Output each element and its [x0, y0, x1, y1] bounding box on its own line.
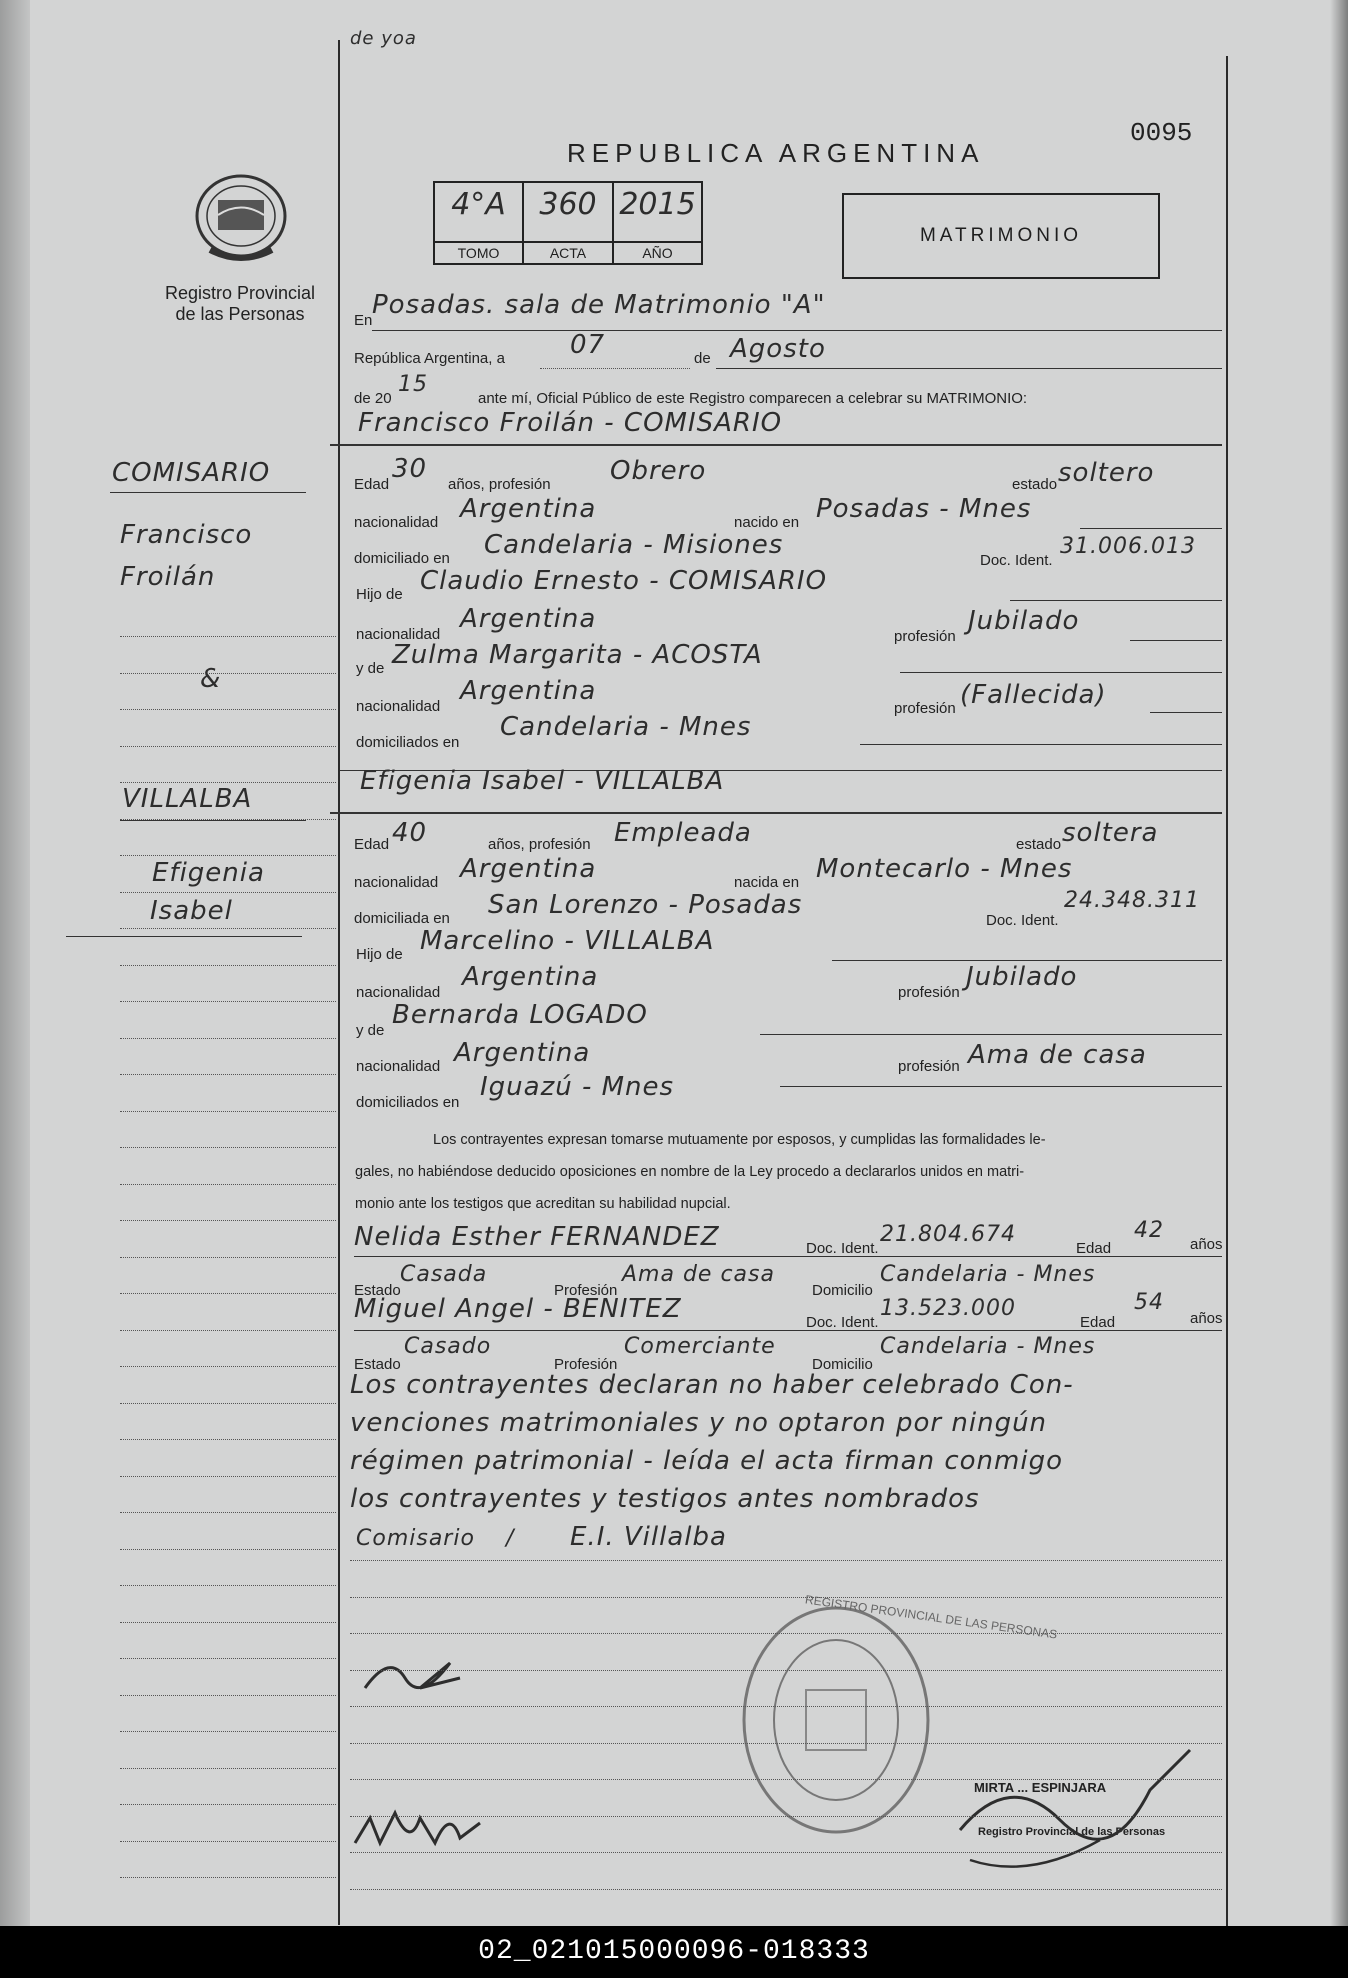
margin-rule-line	[120, 1111, 336, 1112]
margin-rule-line	[120, 1768, 336, 1769]
c1-padre-nac-label: nacionalidad	[356, 626, 441, 643]
margin-rule-line	[120, 1147, 336, 1148]
c2-madre: Bernarda LOGADO	[392, 1000, 648, 1030]
declaration-text	[355, 1124, 1225, 1220]
t2-doc-label: Doc. Ident.	[806, 1314, 879, 1331]
margin-rule-line	[120, 1038, 336, 1039]
c1-padre-prof: Jubilado	[968, 606, 1080, 636]
margin-given-2-line-2: Isabel	[150, 896, 233, 926]
c2-madre-nac: Argentina	[454, 1038, 591, 1068]
t1-domicilio: Candelaria - Mnes	[880, 1262, 1096, 1287]
de-label: de	[694, 350, 711, 367]
t1-profesion-label: Profesión	[554, 1282, 618, 1299]
organization-name	[140, 283, 340, 325]
org-line-1: Registro Provincial	[164, 283, 316, 303]
anio-label: AÑO	[642, 245, 673, 261]
official-signature	[350, 1798, 500, 1858]
c2-profesion: Empleada	[614, 818, 752, 848]
margin-rule-line	[120, 1001, 336, 1002]
margin-rule-line	[120, 1366, 336, 1367]
contrayente1-name: Francisco Froilán - COMISARIO	[358, 408, 783, 438]
c2-nac-label: nacionalidad	[354, 874, 439, 891]
registrar-signature	[950, 1730, 1200, 1880]
t1-profesion: Ama de casa	[622, 1262, 775, 1287]
margin-given-1-line-1: Francisco	[120, 520, 253, 550]
body-rule-line	[350, 1779, 1222, 1780]
c2-domicilio: San Lorenzo - Posadas	[488, 890, 803, 920]
official-initials-signature	[360, 1648, 470, 1698]
t1-doc-label: Doc. Ident.	[806, 1240, 879, 1257]
margin-rule-line	[120, 1731, 336, 1732]
t1-domicilio-label: Domicilio	[812, 1282, 873, 1299]
observation-line-4: los contrayentes y testigos antes nombrados	[350, 1484, 980, 1514]
c1-doc: 31.006.013	[1060, 534, 1196, 559]
margin-rule-line	[120, 1403, 336, 1404]
c1-dom-label: domiciliado en	[354, 550, 450, 567]
body-rule-line	[350, 1597, 1222, 1598]
c1-nacido: Posadas - Mnes	[816, 494, 1032, 524]
margin-rule-line	[120, 1549, 336, 1550]
c2-prof-label: años, profesión	[488, 836, 591, 853]
c2-padre-prof-label: profesión	[898, 984, 960, 1001]
officer-name: MIRTA ... ESPINJARA	[974, 1780, 1107, 1795]
anio-value: 2015	[619, 187, 696, 222]
tomo-label: TOMO	[457, 245, 500, 261]
margin-rule-line	[120, 1585, 336, 1586]
c2-domiciliados: Iguazú - Mnes	[480, 1072, 675, 1102]
t1-edad-label: Edad	[1076, 1240, 1112, 1257]
c1-edad-label: Edad	[354, 476, 390, 493]
c2-madre-nac-label: nacionalidad	[356, 1058, 441, 1075]
c1-madre-nac: Argentina	[460, 676, 597, 706]
observation-line-2: venciones matrimoniales y no optaron por ningún	[350, 1408, 1048, 1438]
margin-ampersand: &	[200, 664, 222, 694]
c1-domiciliados-label: domiciliados en	[356, 734, 460, 751]
month-value: Agosto	[730, 334, 826, 364]
body-rule-line	[350, 1852, 1222, 1853]
declaration-line-1: Los contrayentes expresan tomarse mutuamente por esposos, y cumplidas las formalidades le-	[433, 1132, 1046, 1148]
acta-label: ACTA	[549, 245, 587, 261]
province-emblem-icon	[180, 170, 302, 268]
signature-1: Comisario	[356, 1526, 475, 1551]
declaration-line-2: gales, no habiéndose deducido oposiciones en nombre de la Ley procedo a declararlos unidos en matri-	[355, 1164, 1025, 1180]
c2-doc: 24.348.311	[1064, 888, 1200, 913]
margin-rule-line	[120, 636, 336, 637]
acta-cell	[524, 183, 614, 265]
signature-2: E.I. Villalba	[570, 1522, 727, 1552]
intro-text: ante mí, Oficial Público de este Registro comparecen a celebrar su MATRIMONIO:	[478, 390, 1028, 407]
t2-profesion: Comerciante	[624, 1334, 776, 1359]
c1-madre-nac-label: nacionalidad	[356, 698, 441, 715]
body-rule-line	[350, 1889, 1222, 1890]
act-reference-box	[433, 181, 703, 265]
margin-rule-line	[120, 819, 336, 820]
c1-nacionalidad: Argentina	[460, 494, 597, 524]
c2-padre-nac: Argentina	[462, 962, 599, 992]
t2-estado-label: Estado	[354, 1356, 401, 1373]
margin-rule-line	[120, 1512, 336, 1513]
binding-edge	[0, 0, 30, 1926]
margin-surname-1: COMISARIO	[112, 458, 271, 488]
c1-estado-label: estado	[1012, 476, 1058, 493]
c2-madre-label: y de	[356, 1022, 385, 1039]
c1-profesion: Obrero	[610, 456, 707, 486]
t2-edad-label: Edad	[1080, 1314, 1116, 1331]
t2-edad: 54	[1134, 1290, 1164, 1315]
seal-ring-text: REGISTRO PROVINCIAL DE LAS PERSONAS	[804, 1592, 1059, 1642]
margin-rule-line	[120, 1184, 336, 1185]
official-seal	[736, 1600, 936, 1840]
c1-domicilio: Candelaria - Misiones	[484, 530, 784, 560]
t1-doc: 21.804.674	[880, 1222, 1016, 1247]
republica-label: República Argentina, a	[354, 350, 505, 367]
c1-nac-label: nacionalidad	[354, 514, 439, 531]
c1-padre-nac: Argentina	[460, 604, 597, 634]
c1-doc-label: Doc. Ident.	[980, 552, 1053, 569]
margin-rule-line	[120, 892, 336, 893]
corner-annotation: de yoa	[350, 28, 417, 49]
acta-value: 360	[539, 187, 597, 222]
t2-doc: 13.523.000	[880, 1296, 1016, 1321]
body-rule-line	[350, 1706, 1222, 1707]
year-value: 15	[398, 372, 428, 397]
body-rule-line	[350, 1670, 1222, 1671]
margin-rule-line	[120, 1877, 336, 1878]
c1-prof-label: años, profesión	[448, 476, 551, 493]
c2-edad-label: Edad	[354, 836, 390, 853]
margin-rule-line	[120, 673, 336, 674]
t2-profesion-label: Profesión	[554, 1356, 618, 1373]
testigo1-name: Nelida Esther FERNANDEZ	[354, 1222, 720, 1252]
body-rule-line	[350, 1633, 1222, 1634]
margin-rule-line	[120, 855, 336, 856]
c2-padre-label: Hijo de	[356, 946, 403, 963]
margin-rule-line	[120, 928, 336, 929]
c1-padre-prof-label: profesión	[894, 628, 956, 645]
c1-padre-label: Hijo de	[356, 586, 403, 603]
c1-madre-prof: (Fallecida)	[960, 680, 1107, 710]
margin-rule-line	[120, 782, 336, 783]
c2-padre: Marcelino - VILLALBA	[420, 926, 715, 956]
observation-line-1: Los contrayentes declaran no haber celebrado Con-	[350, 1370, 1074, 1400]
t1-edad: 42	[1134, 1218, 1164, 1243]
country-title: REPUBLICA ARGENTINA	[567, 138, 985, 168]
margin-rule-line	[120, 1330, 336, 1331]
anio-cell	[614, 183, 703, 265]
margin-surname-2: VILLALBA	[122, 784, 253, 814]
act-type-box: MATRIMONIO	[842, 193, 1160, 279]
margin-rule-line	[120, 746, 336, 747]
c2-padre-nac-label: nacionalidad	[356, 984, 441, 1001]
margin-rule-line	[120, 965, 336, 966]
c1-edad: 30	[392, 454, 428, 484]
t2-estado: Casado	[404, 1334, 492, 1359]
document-id-bar: 02_021015000096-018333	[0, 1926, 1348, 1978]
place-value: Posadas. sala de Matrimonio "A"	[372, 290, 826, 320]
observation-line-3: régimen patrimonial - leída el acta firman conmigo	[350, 1446, 1063, 1476]
c2-nacido-label: nacida en	[734, 874, 800, 891]
c2-dom-label: domiciliada en	[354, 910, 450, 927]
officer-org: Registro Provincial de las Personas	[978, 1826, 1166, 1838]
page-number: 0095	[1130, 118, 1193, 148]
c2-doc-label: Doc. Ident.	[986, 912, 1059, 929]
c2-estado: soltera	[1062, 818, 1159, 848]
t2-domicilio-label: Domicilio	[812, 1356, 873, 1373]
year-prefix: de 20	[354, 390, 392, 407]
c2-madre-prof: Ama de casa	[968, 1040, 1147, 1070]
day-value: 07	[570, 330, 606, 360]
testigo2-name: Miguel Angel - BENITEZ	[354, 1294, 682, 1324]
c1-domiciliados: Candelaria - Mnes	[500, 712, 752, 742]
contrayente2-name: Efigenia Isabel - VILLALBA	[360, 766, 725, 796]
page-edge	[1330, 0, 1348, 1926]
t1-estado: Casada	[400, 1262, 488, 1287]
org-line-2: de las Personas	[175, 304, 305, 324]
margin-rule-line	[120, 1257, 336, 1258]
t1-anos: años	[1190, 1236, 1223, 1253]
margin-rule-line	[120, 1293, 336, 1294]
body-rule-line	[350, 1743, 1222, 1744]
en-label: En	[354, 312, 373, 329]
c1-madre-label: y de	[356, 660, 385, 677]
margin-given-1-line-2: Froilán	[120, 562, 216, 592]
margin-rule-line	[120, 709, 336, 710]
c1-estado: soltero	[1058, 458, 1155, 488]
margin-rule-line	[120, 1804, 336, 1805]
t2-anos: años	[1190, 1310, 1223, 1327]
c1-padre: Claudio Ernesto - COMISARIO	[420, 566, 828, 596]
tomo-cell	[435, 183, 524, 265]
c2-madre-prof-label: profesión	[898, 1058, 960, 1075]
margin-rule-line	[120, 1476, 336, 1477]
c1-nacido-label: nacido en	[734, 514, 800, 531]
t2-domicilio: Candelaria - Mnes	[880, 1334, 1096, 1359]
right-border	[1226, 56, 1228, 1926]
margin-rule-line	[120, 1439, 336, 1440]
margin-given-2-line-1: Efigenia	[152, 858, 265, 888]
slash-mark: /	[506, 1526, 515, 1551]
body-rule-line	[350, 1560, 1222, 1561]
c1-madre: Zulma Margarita - ACOSTA	[392, 640, 763, 670]
c2-estado-label: estado	[1016, 836, 1062, 853]
c1-madre-prof-label: profesión	[894, 700, 956, 717]
body-rule-line	[350, 1816, 1222, 1817]
margin-rule-line	[120, 1074, 336, 1075]
margin-rule-line	[120, 1658, 336, 1659]
declaration-line-3: monio ante los testigos que acreditan su habilidad nupcial.	[355, 1196, 731, 1212]
margin-rule-line	[120, 1220, 336, 1221]
tomo-value: 4°A	[451, 187, 506, 222]
c2-edad: 40	[392, 818, 428, 848]
margin-rule-line	[120, 1695, 336, 1696]
c2-nacionalidad: Argentina	[460, 854, 597, 884]
margin-rule-line	[120, 1841, 336, 1842]
margin-rule-line	[120, 1622, 336, 1623]
c2-nacido: Montecarlo - Mnes	[816, 854, 1073, 884]
c2-padre-prof: Jubilado	[966, 962, 1078, 992]
t1-estado-label: Estado	[354, 1282, 401, 1299]
c2-domiciliados-label: domiciliados en	[356, 1094, 460, 1111]
